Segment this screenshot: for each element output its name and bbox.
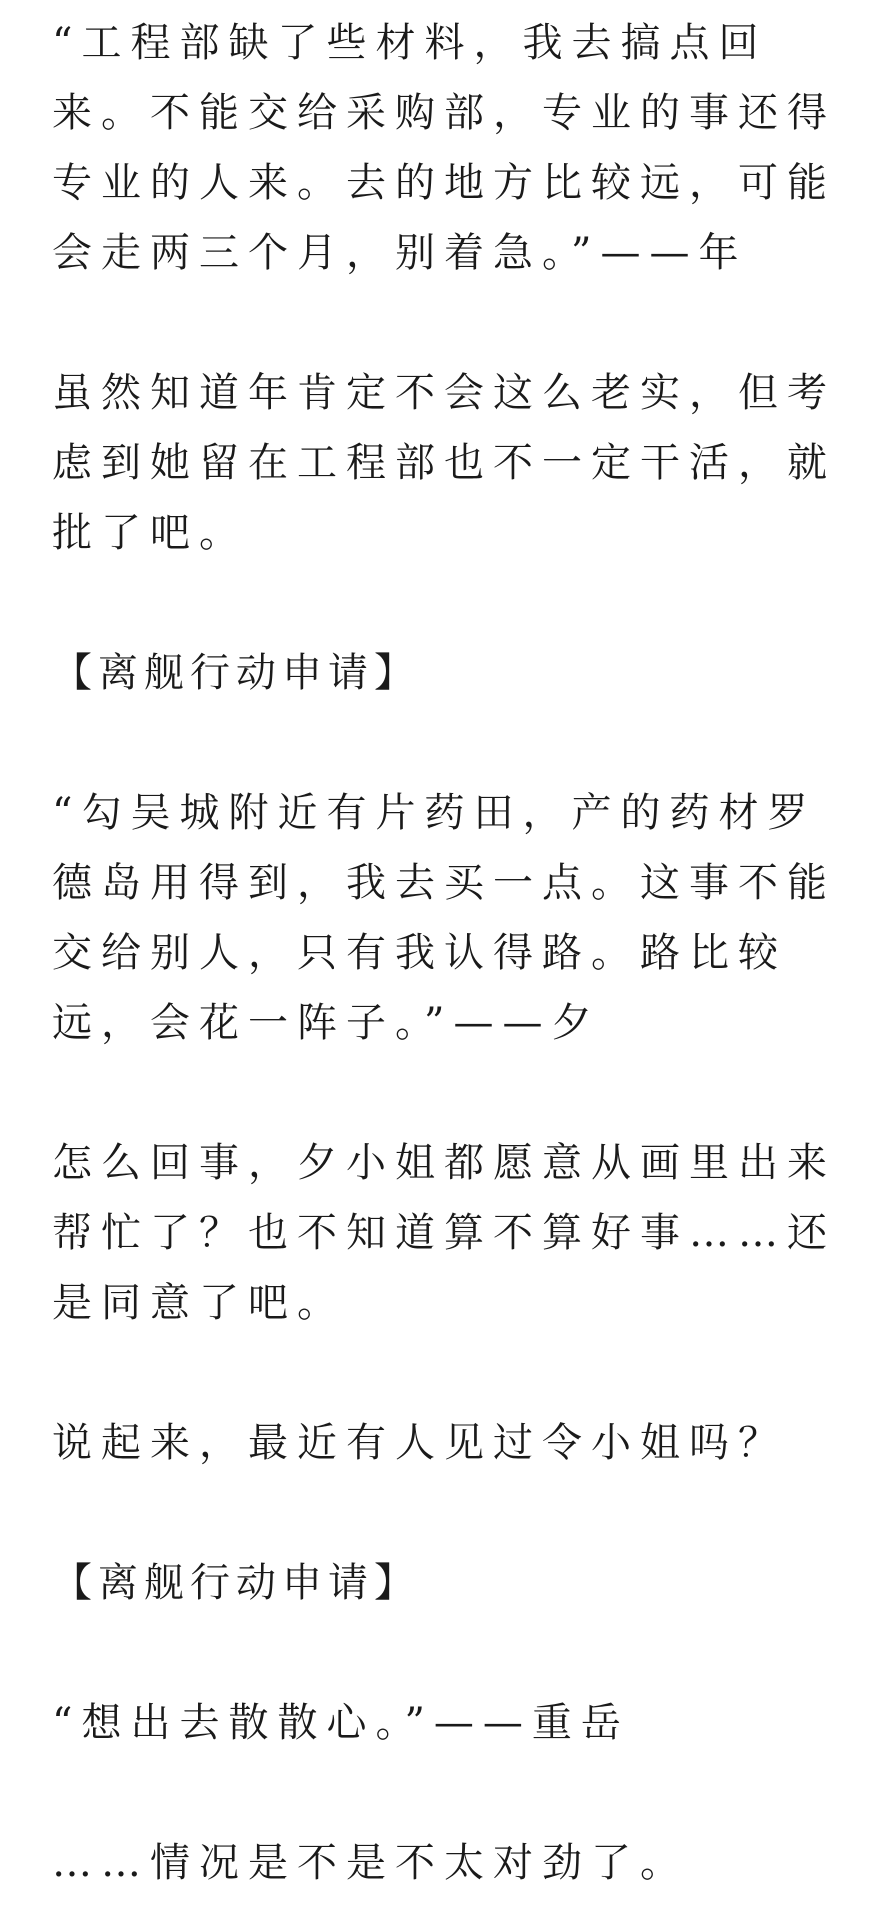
- section-heading-leave-request-2: 【离舰行动申请】: [52, 1560, 420, 1606]
- paragraph-approve-nian: 虽然知道年肯定不会这么老实，但考虑到她留在工程部也不一定干活，就批了吧。: [52, 370, 836, 556]
- paragraph-chongyue-request: “想出去散散心。”——重岳: [52, 1700, 630, 1746]
- paragraph-dusk-request: “勾吴城附近有片药田，产的药材罗德岛用得到，我去买一点。这事不能交给别人，只有我认得路。路比较远，会花一阵子。”——夕: [52, 790, 836, 1046]
- paragraph-closing-remark: ……情况是不是不太对劲了。: [52, 1840, 689, 1886]
- paragraph-nian-request: “工程部缺了些材料，我去搞点回来。不能交给采购部，专业的事还得专业的人来。去的地方比较远，可能会走两三个月，别着急。”——年: [52, 20, 836, 276]
- paragraph-ling-question: 说起来，最近有人见过令小姐吗？: [52, 1420, 787, 1466]
- section-heading-leave-request: 【离舰行动申请】: [52, 650, 420, 696]
- paragraph-approve-dusk: 怎么回事，夕小姐都愿意从画里出来帮忙了？也不知道算不算好事……还是同意了吧。: [52, 1140, 836, 1326]
